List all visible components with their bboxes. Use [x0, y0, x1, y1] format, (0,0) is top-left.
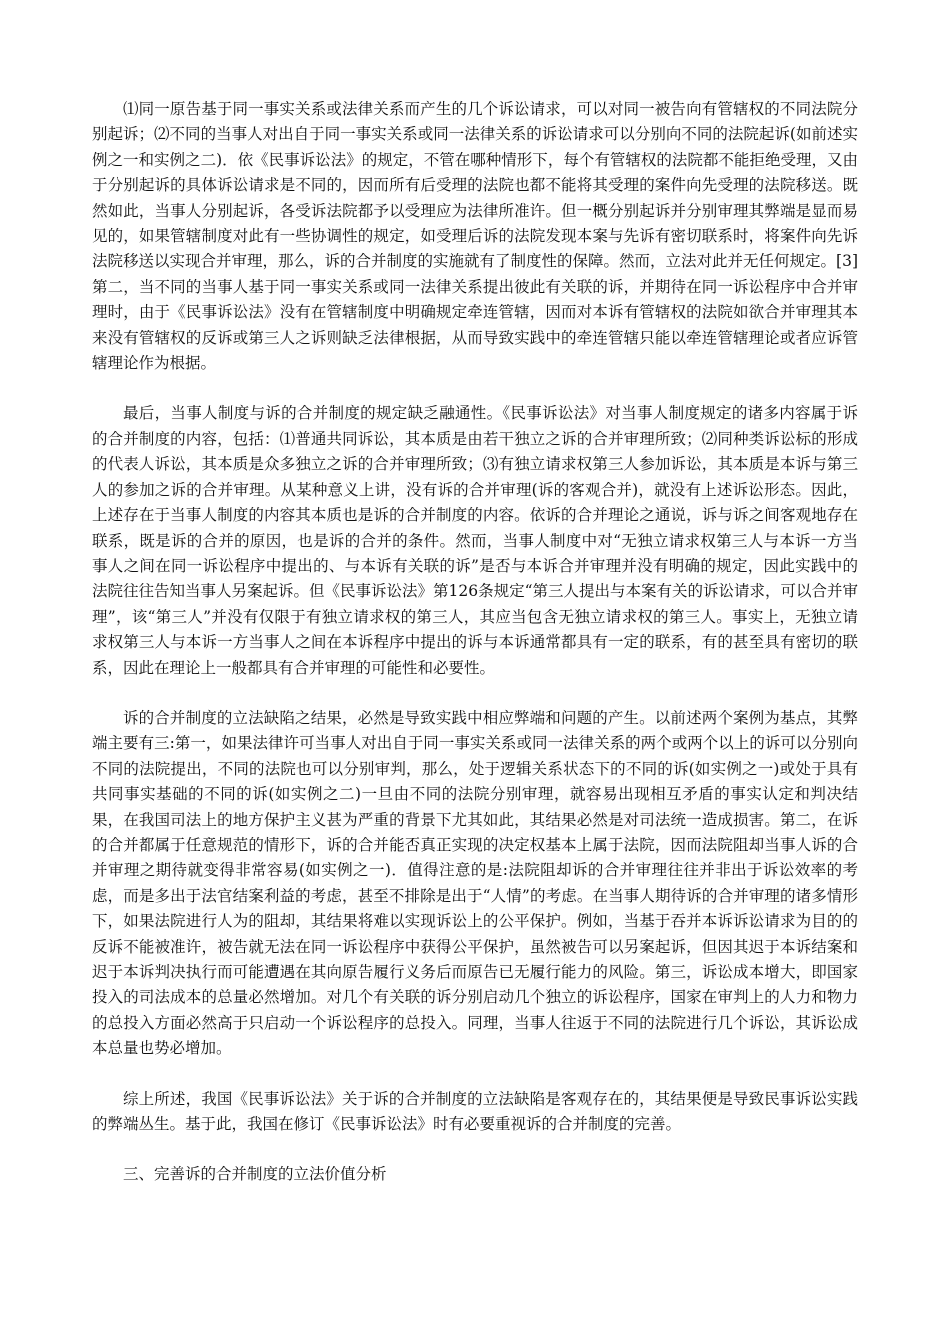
document-body	[92, 97, 858, 1188]
paragraph-gap	[92, 1137, 858, 1162]
paragraph-consequences: 诉的合并制度的立法缺陷之结果，必然是导致实践中相应弊端和问题的产生。以前述两个案例为基点，其弊端主要有三:第一，如果法律许可当事人对出自于同一事实关系或同一法律关系的两个或两个以上的诉可以分别向不同的法院提出，不同的法院也可以分别审判，那么，处于逻辑关系状态下的不同的诉(如实例之一)或处于具有共同事实基础的不同的诉(如实例之二)一旦由不同的法院分别审理，就容易出现相互矛盾的事实认定和判决结果，在我国司法上的地方保护主义甚为严重的背景下尤其如此，其结果必然是对司法统一造成损害。第二，在诉的合并都属于任意规范的情形下，诉的合并能否真正实现的决定权基本上属于法院，因而法院阻却当事人诉的合并审理之期待就变得非常容易(如实例之一)．值得注意的是:法院阻却诉的合并审理往往并非出于诉讼效率的考虑，而是多出于法官结案利益的考虑，甚至不排除是出于“人情”的考虑。在当事人期待诉的合并审理的诸多情形下，如果法院进行人为的阻却，其结果将难以实现诉讼上的公平保护。例如，当基于吞并本诉诉讼请求为目的的反诉不能被准许，被告就无法在同一诉讼程序中获得公平保护，虽然被告可以另案起诉，但因其迟于本诉结案和迟于本诉判决执行而可能遭遇在其向原告履行义务后而原告已无履行能力的风险。第三，诉讼成本增大，即国家投入的司法成本的总量必然增加。对几个有关联的诉分别启动几个独立的诉讼程序，国家在审判上的人力和物力的总投入方面必然高于只启动一个诉讼程序的总投入。同理，当事人往返于不同的法院进行几个诉讼，其诉讼成本总量也势必增加。	[92, 708, 858, 1058]
paragraph-gap	[92, 1062, 858, 1087]
paragraph-gap	[92, 376, 858, 401]
section-heading: 三、完善诉的合并制度的立法价值分析	[123, 1165, 387, 1184]
paragraph-party-system: 最后，当事人制度与诉的合并制度的规定缺乏融通性。《民事诉讼法》对当事人制度规定的诸多内容属于诉的合并制度的内容，包括：⑴普通共同诉讼，其本质是由若干独立之诉的合并审理所致；⑵同种类诉讼标的形成的代表人诉讼，其本质是众多独立之诉的合并审理所致；⑶有独立请求权第三人参加诉讼，其本质是本诉与第三人的参加之诉的合并审理。从某种意义上讲，没有诉的合并审理(诉的客观合并)，就没有上述诉讼形态。因此，上述存在于当事人制度的内容其本质也是诉的合并制度的内容。依诉的合并理论之通说，诉与诉之间客观地存在联系，既是诉的合并的原因，也是诉的合并的条件。然而，当事人制度中对“无独立请求权第三人与本诉一方当事人之间在同一诉讼程序中提出的、与本诉有关联的诉”是否与本诉合并审理并没有明确的规定，因此实践中的法院往往告知当事人另案起诉。但《民事诉讼法》第126条规定“第三人提出与本案有关的诉讼请求，可以合并审理”，该“第三人”并没有仅限于有独立请求权的第三人，其应当包含无独立请求权的第三人。事实上，无独立请求权第三人与本诉一方当事人之间在本诉程序中提出的诉与本诉通常都具有一定的联系，有的甚至具有密切的联系，因此在理论上一般都具有合并审理的可能性和必要性。	[92, 404, 859, 677]
paragraph-gap	[92, 681, 858, 706]
paragraph-jurisdiction: ⑴同一原告基于同一事实关系或法律关系而产生的几个诉讼请求，可以对同一被告向有管辖权的不同法院分别起诉；⑵不同的当事人对出自于同一事实关系或同一法律关系的诉讼请求可以分别向不同的法院起诉(如前述实例之一和实例之二)．依《民事诉讼法》的规定，不管在哪种情形下，每个有管辖权的法院都不能拒绝受理，又由于分别起诉的具体诉讼请求是不同的，因而所有后受理的法院也都不能将其受理的案件向先受理的法院移送。既然如此，当事人分别起诉，各受诉法院都予以受理应为法律所准许。但一概分别起诉并分别审理其弊端是显而易见的，如果管辖制度对此有一些协调性的规定，如受理后诉的法院发现本案与先诉有密切联系时，将案件向先诉法院移送以实现合并审理，那么，诉的合并制度的实施就有了制度性的保障。然而，立法对此并无任何规定。[3]第二，当不同的当事人基于同一事实关系或同一法律关系提出彼此有关联的诉，并期待在同一诉讼程序中合并审理时，由于《民事诉讼法》没有在管辖制度中明确规定牵连管辖，因而对本诉有管辖权的法院如欲合并审理其本来没有管辖权的反诉或第三人之诉则缺乏法律根据，从而导致实践中的牵连管辖只能以牵连管辖理论或者应诉管辖理论作为根据。	[92, 100, 858, 373]
paragraph-summary: 综上所述，我国《民事诉讼法》关于诉的合并制度的立法缺陷是客观存在的，其结果便是导致民事诉讼实践的弊端丛生。基于此，我国在修订《民事诉讼法》时有必要重视诉的合并制度的完善。	[92, 1089, 858, 1134]
